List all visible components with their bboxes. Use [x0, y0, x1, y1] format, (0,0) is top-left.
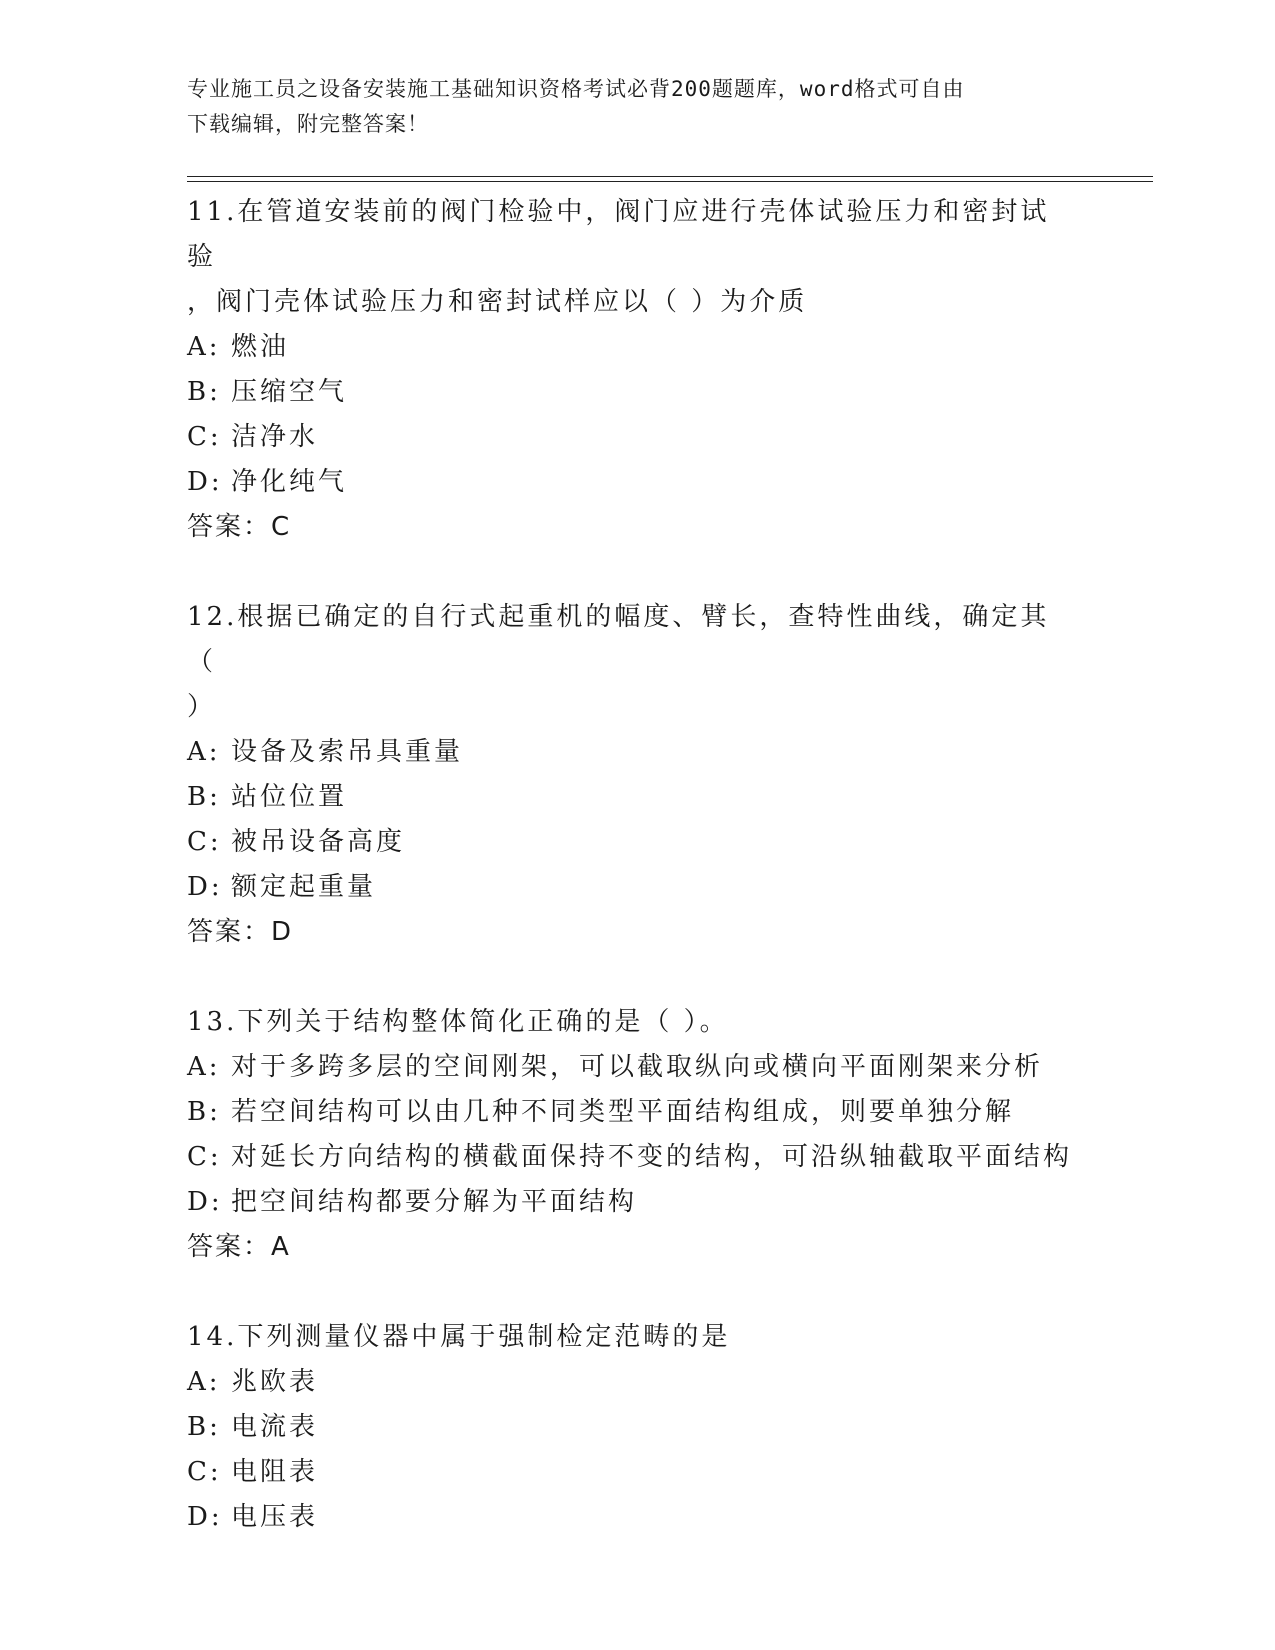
option-key: C: [187, 827, 222, 857]
option-text: 把空间结构都要分解为平面结构 [231, 1187, 638, 1217]
option-c [187, 1450, 1067, 1495]
option-key: D: [187, 872, 223, 902]
question-13 [187, 1000, 1073, 1270]
option-text: 净化纯气 [231, 467, 348, 497]
option-a [187, 730, 1067, 775]
option-b [187, 370, 1067, 415]
option-d [187, 865, 1067, 910]
option-d [187, 1495, 1067, 1540]
question-stem-continued: ，阀门壳体试验压力和密封试样应以（ ）为介质 [187, 287, 808, 317]
option-b [187, 1405, 1067, 1450]
option-text: 电压表 [231, 1502, 319, 1532]
question-12 [187, 595, 1067, 955]
question-spacer [187, 955, 1067, 1000]
option-key: A: [187, 332, 221, 362]
option-text: 对于多跨多层的空间刚架，可以截取纵向或横向平面刚架来分析 [231, 1052, 1044, 1082]
option-text: 燃油 [231, 332, 290, 362]
option-d [187, 460, 1067, 505]
option-text: 站位位置 [231, 782, 348, 812]
option-c [187, 415, 1067, 460]
option-key: B: [187, 377, 221, 407]
question-stem: 14.下列测量仪器中属于强制检定范畴的是 [187, 1322, 731, 1352]
option-text: 若空间结构可以由几种不同类型平面结构组成，则要单独分解 [231, 1097, 1015, 1127]
option-key: C: [187, 422, 222, 452]
question-11 [187, 190, 1067, 550]
header-line-2: 下载编辑，附完整答案！ [187, 112, 429, 136]
question-stem: 13.下列关于结构整体简化正确的是（ ）。 [187, 1007, 729, 1037]
question-stem-continued: ） [187, 692, 217, 722]
option-a [187, 325, 1067, 370]
option-text: 对延长方向结构的横截面保持不变的结构，可沿纵轴截取平面结构 [231, 1142, 1073, 1172]
option-b [187, 775, 1067, 820]
option-key: D: [187, 1187, 223, 1217]
question-spacer [187, 550, 1067, 595]
option-key: D: [187, 467, 223, 497]
option-text: 兆欧表 [231, 1367, 319, 1397]
option-a [187, 1360, 1067, 1405]
answer-line: 答案：C [187, 512, 292, 542]
option-key: A: [187, 737, 221, 767]
option-d [187, 1180, 1067, 1225]
header-divider-top [187, 176, 1153, 177]
header-line-1: 专业施工员之设备安装施工基础知识资格考试必背200题题库，word格式可自由 [187, 77, 965, 101]
option-key: D: [187, 1502, 223, 1532]
option-text: 电阻表 [231, 1457, 319, 1487]
option-text: 额定起重量 [231, 872, 377, 902]
question-stem: 12.根据已确定的自行式起重机的幅度、臂长，查特性曲线，确定其（ [187, 602, 1050, 677]
question-14 [187, 1315, 1067, 1540]
option-key: B: [187, 782, 221, 812]
option-c [187, 1135, 1073, 1180]
option-key: C: [187, 1457, 222, 1487]
option-text: 洁净水 [231, 422, 319, 452]
question-stem: 11.在管道安装前的阀门检验中，阀门应进行壳体试验压力和密封试验 [187, 197, 1050, 272]
option-key: C: [187, 1142, 222, 1172]
option-text: 压缩空气 [231, 377, 348, 407]
option-c [187, 820, 1067, 865]
option-b [187, 1090, 1067, 1135]
option-key: B: [187, 1412, 221, 1442]
option-key: B: [187, 1097, 221, 1127]
header-divider-bottom [187, 181, 1153, 182]
option-key: A: [187, 1367, 221, 1397]
answer-line: 答案：A [187, 1232, 291, 1262]
question-spacer [187, 1270, 1067, 1315]
question-list [187, 190, 1073, 1540]
option-a [187, 1045, 1067, 1090]
answer-line: 答案：D [187, 917, 294, 947]
option-text: 电流表 [231, 1412, 319, 1442]
option-text: 设备及索吊具重量 [231, 737, 464, 767]
option-key: A: [187, 1052, 221, 1082]
document-header [187, 72, 1067, 142]
option-text: 被吊设备高度 [231, 827, 406, 857]
